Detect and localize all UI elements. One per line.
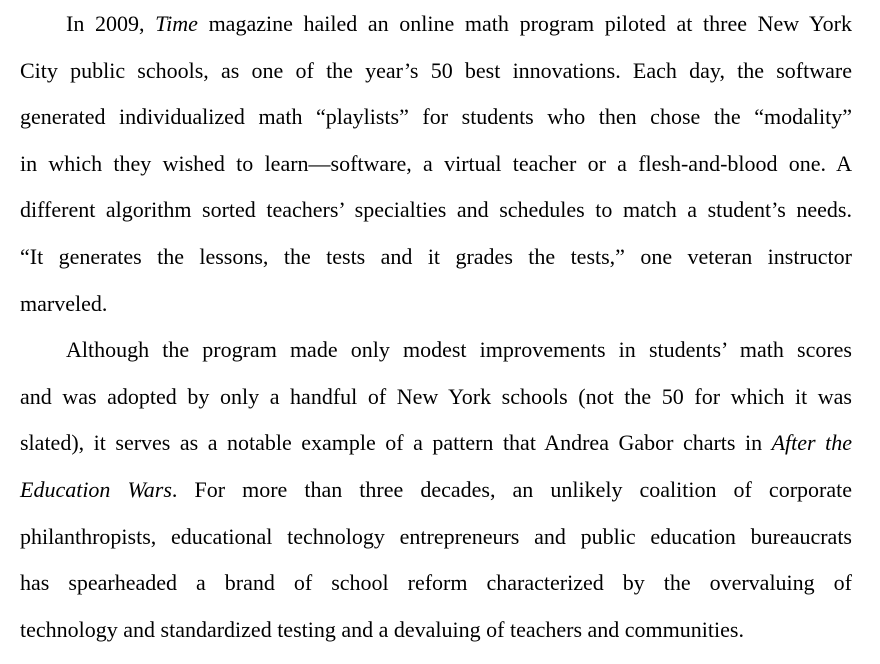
italic-text: After the	[771, 430, 852, 456]
body-text: and was adopted by only a handful of New York schools (not the 50 for which it was	[20, 383, 852, 409]
body-text: “It generates the lessons, the tests and it grades the tests,” one veteran instructor	[20, 243, 852, 269]
body-text: Although the program made only modest improvements in students’ math scores	[66, 337, 852, 363]
text-line	[20, 48, 852, 95]
body-text: generated individualized math “playlists” for students who then chose the “modality”	[20, 104, 852, 130]
text-line	[20, 374, 852, 421]
text-line	[20, 607, 852, 654]
text-line	[20, 327, 852, 374]
italic-text: Time	[155, 11, 198, 36]
body-text: slated), it serves as a notable example of a pattern that Andrea Gabor charts in	[20, 430, 772, 456]
body-text: in which they wished to learn—software, a virtual teacher or a flesh-and-blood one. A	[20, 150, 852, 176]
text-line	[20, 94, 852, 141]
text-line	[20, 1, 852, 48]
paragraph-2	[20, 327, 852, 653]
paragraph-1	[20, 1, 852, 327]
text-line	[20, 141, 852, 188]
body-text: has spearheaded a brand of school reform characterized by the overvaluing of	[20, 570, 852, 596]
body-text: marveled.	[20, 290, 108, 316]
body-text: magazine hailed an online math program piloted at three New York	[197, 11, 852, 36]
text-line	[20, 467, 852, 514]
text-line	[20, 234, 852, 281]
text-line	[20, 281, 852, 328]
italic-text: Education Wars	[20, 476, 172, 502]
body-text: City public schools, as one of the year’s 50 best innovations. Each day, the software	[20, 57, 852, 83]
text-line	[20, 514, 852, 561]
body-text: In 2009,	[66, 11, 156, 36]
body-text: different algorithm sorted teachers’ specialties and schedules to match a student’s needs.	[20, 197, 852, 223]
text-line	[20, 420, 852, 467]
text-line	[20, 187, 852, 234]
text-line	[20, 560, 852, 607]
document-body	[20, 1, 852, 653]
body-text: . For more than three decades, an unlikely coalition of corporate	[171, 476, 852, 502]
body-text: philanthropists, educational technology entrepreneurs and public education bureaucrats	[20, 523, 852, 549]
body-text: technology and standardized testing and a devaluing of teachers and communities.	[20, 616, 744, 642]
